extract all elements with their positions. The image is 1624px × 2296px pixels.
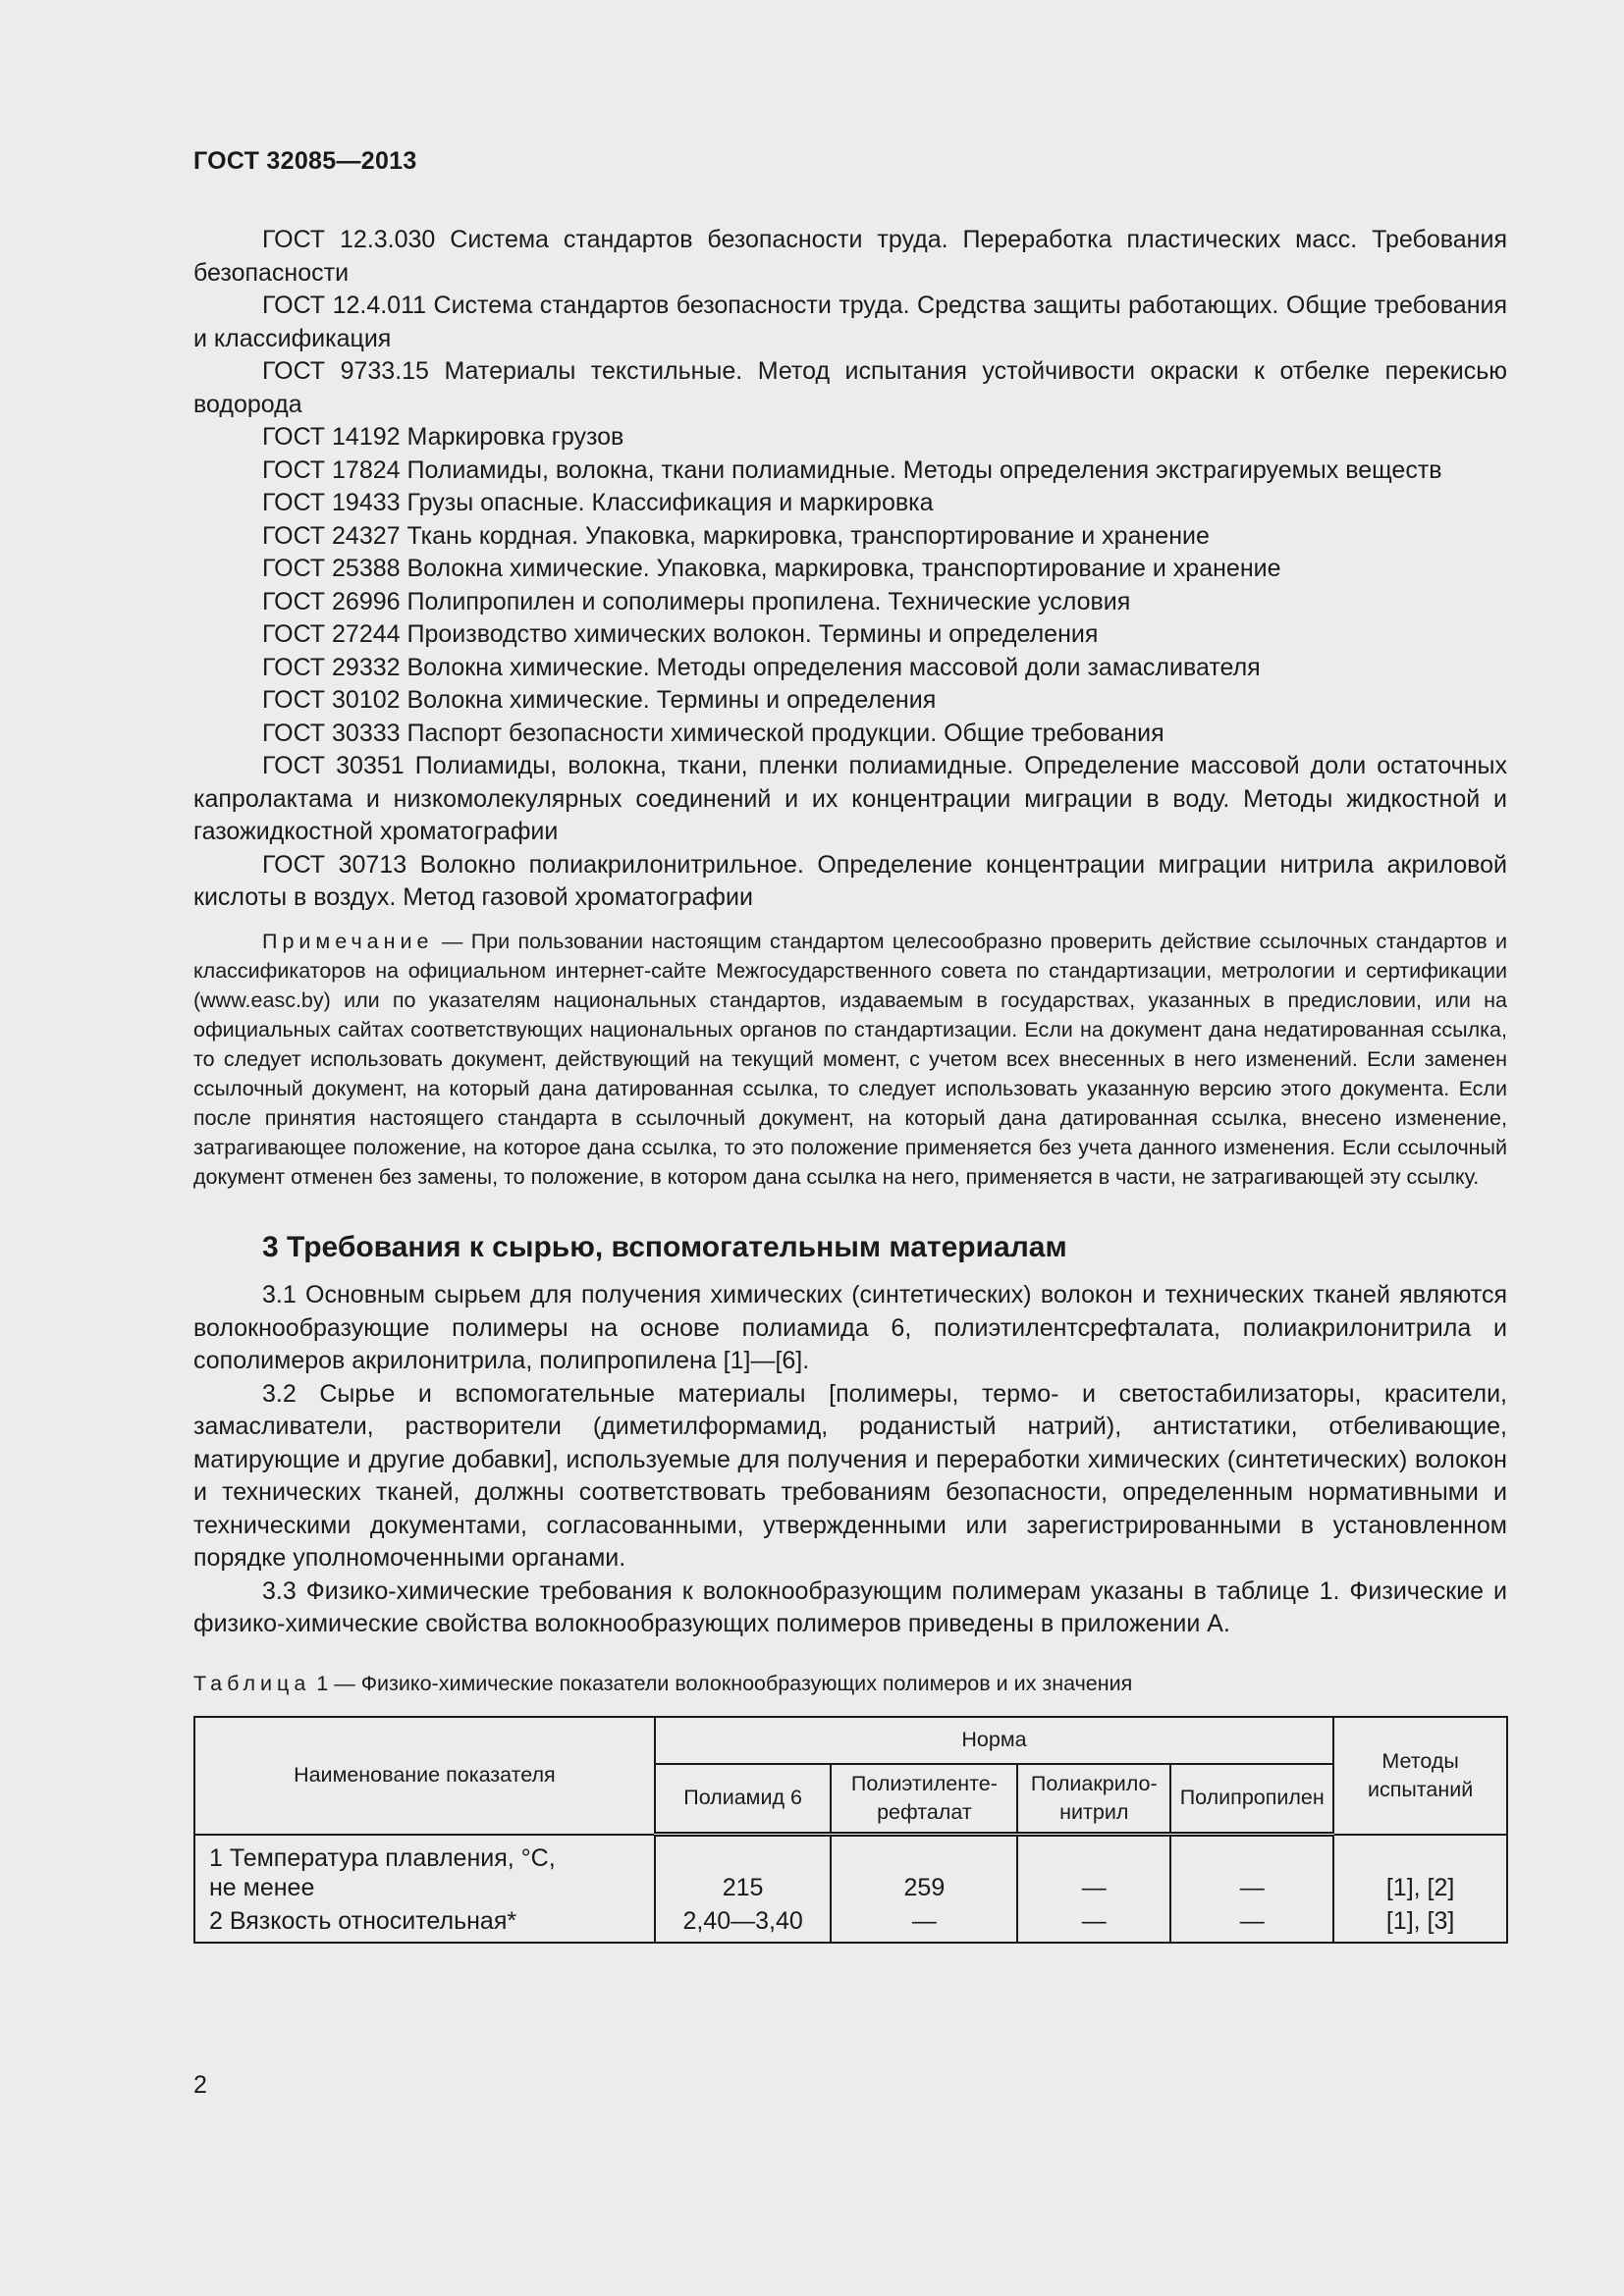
- header-pet: Полиэтиленте-рефталат: [831, 1764, 1017, 1835]
- reference-item: ГОСТ 30102 Волокна химические. Термины и определения: [262, 686, 937, 714]
- header-polyamide: Полиамид 6: [655, 1764, 832, 1835]
- cell-value: —: [831, 1906, 1017, 1943]
- section-heading: 3 Требования к сырью, вспомогательным материалам: [262, 1230, 1067, 1263]
- row-name: 1 Температура плавления, °С, не менее: [194, 1835, 655, 1906]
- table-caption: [193, 1669, 1507, 1698]
- reference-item: ГОСТ 29332 Волокна химические. Методы определения массовой доли замасливателя: [262, 653, 1261, 681]
- note-dash: —: [433, 929, 471, 953]
- reference-item: ГОСТ 30333 Паспорт безопасности химической продукции. Общие требования: [262, 719, 1164, 747]
- reference-item: ГОСТ 30351 Полиамиды, волокна, ткани, пленки полиамидные. Определение массовой доли остаточных капролактама и низкомолекулярных соединений и их концентрации миграции в воду. Методы жидкостной и газожидкостной хроматографии: [193, 752, 1507, 845]
- header-methods: Методы испытаний: [1333, 1717, 1507, 1835]
- table-row: [194, 1835, 1507, 1906]
- cell-method: [1], [2]: [1333, 1835, 1507, 1906]
- cell-value: —: [1170, 1835, 1333, 1906]
- cell-value: 259: [831, 1835, 1017, 1906]
- properties-table: [193, 1716, 1508, 1944]
- header-pan: Полиакрило-нитрил: [1017, 1764, 1170, 1835]
- cell-method: [1], [3]: [1333, 1906, 1507, 1943]
- cell-value: —: [1170, 1906, 1333, 1943]
- reference-item: ГОСТ 26996 Полипропилен и сополимеры пропилена. Технические условия: [262, 587, 1131, 615]
- page-number: 2: [193, 2071, 207, 2099]
- reference-item: ГОСТ 17824 Полиамиды, волокна, ткани полиамидные. Методы определения экстрагируемых веществ: [262, 455, 1442, 484]
- reference-item: ГОСТ 25388 Волокна химические. Упаковка, маркировка, транспортирование и хранение: [262, 555, 1281, 582]
- cell-value: —: [1017, 1835, 1170, 1906]
- header-indicator: Наименование показателя: [194, 1717, 655, 1835]
- cell-value: 215: [655, 1835, 832, 1906]
- header-polypropylene: Полипропилен: [1170, 1764, 1333, 1835]
- reference-item: ГОСТ 12.4.011 Система стандартов безопасности труда. Средства защиты работающих. Общие требования и классификация: [193, 292, 1507, 352]
- note-text: При пользовании настоящим стандартом целесообразно проверить действие ссылочных стандартов и классификаторов на официальном интернет-сайте Межгосударственного совета по стандартизации, метрологии и сертификации (www.easc.by) или по указателям национальных стандартов, издаваемым в государствах, указанных в предисловии, или на официальных сайтах соответствующих национальных органов по стандартизации. Если на документ дана недатированная ссылка, то следует использовать документ, действующий на текущий момент, с учетом всех внесенных в него изменений. Если заменен ссылочный документ, на который дана датированная ссылка, то следует использовать указанную версию этого документа. Если после принятия настоящего стандарта в ссылочный документ, на который дана датированная ссылка, внесено изменение, затрагивающее положение, на которое дана ссылка, то это положение применяется без учета данного изменения. Если ссылочный документ отменен без замены, то положение, в котором дана ссылка на него, применяется в части, не затрагивающей эту ссылку.: [193, 929, 1507, 1189]
- reference-item: ГОСТ 12.3.030 Система стандартов безопасности труда. Переработка пластических масс. Требования безопасности: [193, 226, 1507, 287]
- section-paragraph: 3.1 Основным сырьем для получения химических (синтетических) волокон и технических тканей являются волокнообразующие полимеры на основе полиамида 6, полиэтилентсрефталата, полиакрилонитрила и сополимеров акрилонитрила, полипропилена [1]—[6].: [193, 1281, 1507, 1374]
- reference-item: ГОСТ 9733.15 Материалы текстильные. Метод испытания устойчивости окраски к отбелке перекисью водорода: [193, 357, 1507, 418]
- table-caption-text: 1 — Физико-химические показатели волокнообразующих полимеров и их значения: [316, 1671, 1133, 1695]
- header-norm: Норма: [655, 1717, 1333, 1764]
- note-label: Примечание: [262, 929, 434, 953]
- table-caption-label: Таблица: [193, 1671, 311, 1695]
- section-body: [193, 1279, 1507, 1641]
- cell-value: 2,40—3,40: [655, 1906, 832, 1943]
- note-paragraph: [193, 927, 1507, 1192]
- document-body: [193, 224, 1507, 1944]
- section-paragraph: 3.2 Сырье и вспомогательные материалы [полимеры, термо- и светостабилизаторы, красители, замасливатели, растворители (диметилформамид, роданистый натрий), антистатики, отбеливающие, матирующие и другие добавки], используемые для получения и переработки химических (синтетических) волокон и технических тканей, должны соответствовать требованиям безопасности, определенным нормативными и техническими документами, согласованными, утвержденными или зарегистрированными в установленном порядке уполномоченными органами.: [193, 1379, 1507, 1572]
- table-row: [194, 1906, 1507, 1943]
- reference-item: ГОСТ 30713 Волокно полиакрилонитрильное. Определение концентрации миграции нитрила акриловой кислоты в воздух. Метод газовой хроматографии: [193, 850, 1507, 911]
- reference-item: ГОСТ 24327 Ткань кордная. Упаковка, маркировка, транспортирование и хранение: [262, 521, 1210, 550]
- section-paragraph: 3.3 Физико-химические требования к волокнообразующим полимерам указаны в таблице 1. Физические и физико-химические свойства волокнообразующих полимеров приведены в приложении А.: [193, 1576, 1507, 1637]
- cell-value: —: [1017, 1906, 1170, 1943]
- normative-references-list: [193, 224, 1507, 915]
- reference-item: ГОСТ 19433 Грузы опасные. Классификация и маркировка: [262, 489, 934, 516]
- document-header: ГОСТ 32085—2013: [193, 147, 417, 175]
- row-name: 2 Вязкость относительная*: [194, 1906, 655, 1943]
- reference-item: ГОСТ 27244 Производство химических волокон. Термины и определения: [262, 620, 1099, 648]
- reference-item: ГОСТ 14192 Маркировка грузов: [262, 423, 624, 451]
